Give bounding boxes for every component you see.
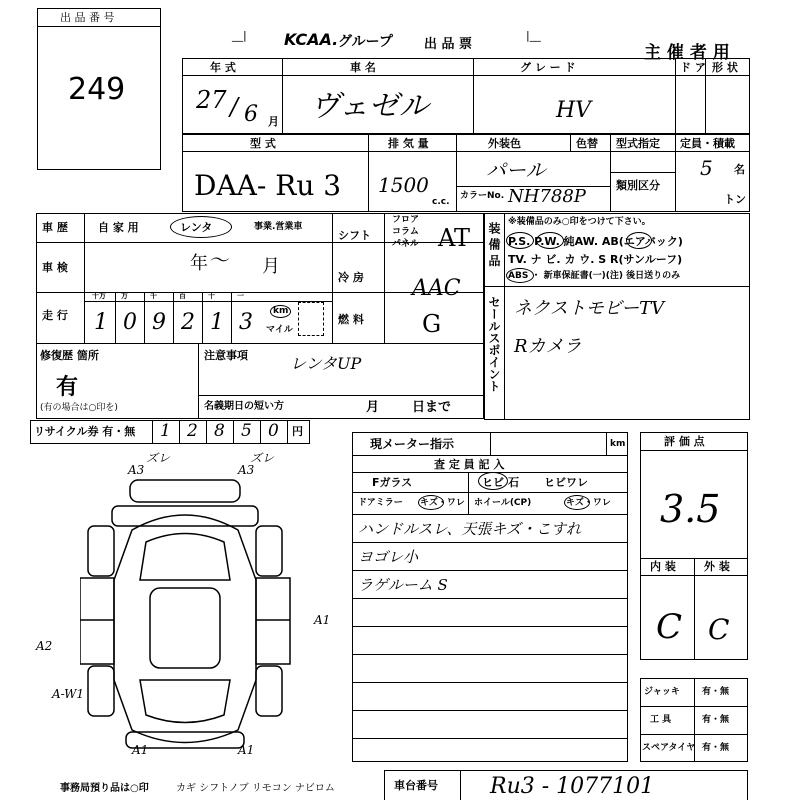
mileage-digit: 3 <box>239 310 253 335</box>
lot-number: 249 <box>68 72 126 107</box>
diagram-mark-a1-side: A1 <box>314 613 331 627</box>
diagram-mark-a1-rear-right: A1 <box>238 743 255 757</box>
mileage-digit-label: 十 <box>208 292 215 300</box>
for-host-label: 主 催 者 用 <box>644 43 730 63</box>
diagram-mark-zure-right: ズレ <box>250 451 275 465</box>
mileage-digit-label: 千 <box>150 292 157 300</box>
repair-value: 有 <box>56 375 79 400</box>
recycle-digit: 2 <box>187 421 198 441</box>
diagram-mark-a3-right: A3 <box>238 463 255 477</box>
interior-score: C <box>656 607 683 647</box>
diagram-mark-a2: A2 <box>36 639 53 653</box>
recycle-digit: 0 <box>268 421 279 441</box>
usage-rental: レンタ <box>180 221 213 234</box>
month-value: 6 <box>244 102 258 127</box>
usage-rental-circle <box>170 216 232 238</box>
year-value: 27 <box>196 86 227 114</box>
kept-items-label: 事務局預り品は○印 <box>60 783 149 794</box>
mileage-digit-label: 十万 <box>92 292 106 300</box>
diagram-mark-aw1: A-W1 <box>52 687 85 701</box>
sales-point-2: Rカメラ <box>514 336 582 357</box>
exterior-score: C <box>708 613 730 646</box>
mileage-digit: 9 <box>152 310 166 335</box>
diagram-mark-zure-left: ズレ <box>146 451 171 465</box>
mileage-digit: 1 <box>210 310 224 335</box>
assessor-comment-2: ヨゴレ小 <box>358 548 419 566</box>
shift-value: AT <box>438 224 471 252</box>
color-value: パール <box>486 158 546 182</box>
grade-value: HV <box>556 98 592 123</box>
car-diagram <box>80 470 330 760</box>
color-number-value: NH788P <box>508 186 586 207</box>
cc-value: 1500 <box>378 173 429 197</box>
diagram-mark-a1-rear-left: A1 <box>132 743 149 757</box>
diagram-mark-a3-left: A3 <box>128 463 145 477</box>
mileage-digit: 0 <box>123 310 137 335</box>
kcaa-logo: KCAA. <box>284 30 339 49</box>
equipment-line3: ABS ・ 新車保証書(一)(注) 後日送りのみ <box>508 271 681 281</box>
recycle-digit: 8 <box>214 421 225 441</box>
score-value: 3.5 <box>660 487 721 531</box>
equipment-line1: P.S. P.W. 純AW. AB(エアバック) <box>508 235 683 248</box>
aircon-value: AAC <box>412 276 461 301</box>
mileage-digit-label: 万 <box>121 292 128 300</box>
assessor-comment-3: ラゲルーム S <box>358 576 448 594</box>
notes-value: レンタUP <box>290 354 362 373</box>
recycle-digit: 1 <box>160 421 171 441</box>
mileage-digit-label: 百 <box>179 292 186 300</box>
capacity-value: 5 <box>700 156 713 180</box>
chassis-number: Ru3 - 1077101 <box>490 774 655 799</box>
fuel-value: G <box>422 310 442 338</box>
mileage-digit: 1 <box>94 310 108 335</box>
recycle-digit: 5 <box>241 421 252 441</box>
sheet-title: 出 品 票 <box>424 37 473 52</box>
sales-point-1: ネクストモビーTV <box>514 298 665 319</box>
lot-number-label: 出 品 番 号 <box>60 11 115 24</box>
assessor-comment-1: ハンドルスレ、天張キズ・こすれ <box>358 520 582 538</box>
car-name-value: ヴェゼル <box>310 89 429 124</box>
mileage-digit: 2 <box>181 310 195 335</box>
group-label: グループ <box>338 34 393 50</box>
mileage-digit-label: 一 <box>237 292 244 300</box>
equipment-line2: TV. ナ ビ. カ ウ. S R(サンルーフ) <box>508 253 683 266</box>
model-value: DAA- Ru 3 <box>194 169 342 202</box>
kept-items-list: カギ シフトノブ リモコン ナビロム <box>176 783 335 794</box>
